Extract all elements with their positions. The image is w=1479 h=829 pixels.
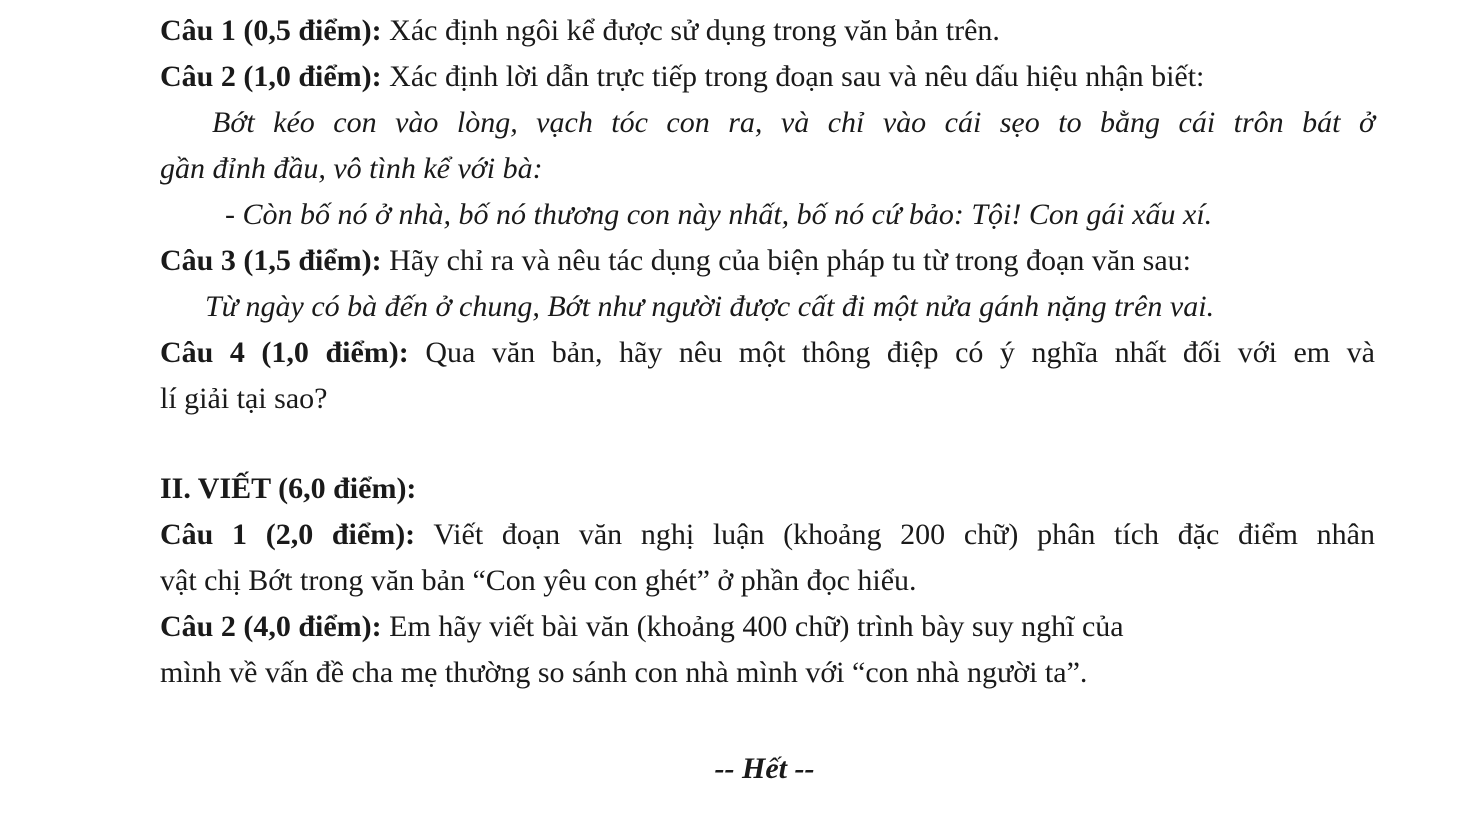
writing-question-2-text-line-1: Em hãy viết bài văn (khoảng 400 chữ) trình bày suy nghĩ của <box>381 610 1124 643</box>
question-1 <box>160 8 1375 54</box>
question-1-label: Câu 1 (0,5 điểm): <box>160 14 382 47</box>
writing-question-1-text-line-2: vật chị Bớt trong văn bản “Con yêu con ghét” ở phần đọc hiểu. <box>160 564 917 597</box>
question-2 <box>160 54 1375 100</box>
writing-question-1-label: Câu 1 (2,0 điểm): <box>160 518 416 551</box>
writing-question-1 <box>160 512 1375 558</box>
question-3-text: Hãy chỉ ra và nêu tác dụng của biện pháp tu từ trong đoạn văn sau: <box>381 244 1191 277</box>
question-2-label: Câu 2 (1,0 điểm): <box>160 60 382 93</box>
question-3-label: Câu 3 (1,5 điểm): <box>160 244 382 277</box>
question-4 <box>160 330 1375 376</box>
question-1-text: Xác định ngôi kể được sử dụng trong văn bản trên. <box>381 14 1000 47</box>
exam-document <box>160 8 1375 696</box>
writing-question-2-text-line-2: mình về vấn đề cha mẹ thường so sánh con nhà mình với “con nhà người ta”. <box>160 656 1088 689</box>
section-heading-writing: II. VIẾT (6,0 điểm): <box>160 472 417 505</box>
question-2-quote-line-3: - Còn bố nó ở nhà, bố nó thương con này nhất, bố nó cứ bảo: Tội! Con gái xấu xí. <box>225 198 1213 231</box>
question-4-text-line-1: Qua văn bản, hãy nêu một thông điệp có ý nghĩa nhất đối với em và <box>408 336 1375 369</box>
writing-question-2-label: Câu 2 (4,0 điểm): <box>160 610 382 643</box>
section-spacer <box>160 422 1375 466</box>
question-4-text-line-2: lí giải tại sao? <box>160 382 328 415</box>
question-2-text: Xác định lời dẫn trực tiếp trong đoạn sau và nêu dấu hiệu nhận biết: <box>381 60 1205 93</box>
writing-question-2 <box>160 604 1375 650</box>
writing-question-1-text-line-1: Viết đoạn văn nghị luận (khoảng 200 chữ) phân tích đặc điểm nhân <box>415 518 1375 551</box>
question-3 <box>160 238 1375 284</box>
question-2-quote-line-1: Bớt kéo con vào lòng, vạch tóc con ra, và chỉ vào cái sẹo to bằng cái trôn bát ở <box>212 106 1375 139</box>
question-4-label: Câu 4 (1,0 điểm): <box>160 336 409 369</box>
question-3-quote: Từ ngày có bà đến ở chung, Bớt như người được cất đi một nửa gánh nặng trên vai. <box>205 290 1215 323</box>
end-mark: -- Hết -- <box>714 752 815 785</box>
question-2-quote-line-2: gần đỉnh đầu, vô tình kể với bà: <box>160 152 543 185</box>
